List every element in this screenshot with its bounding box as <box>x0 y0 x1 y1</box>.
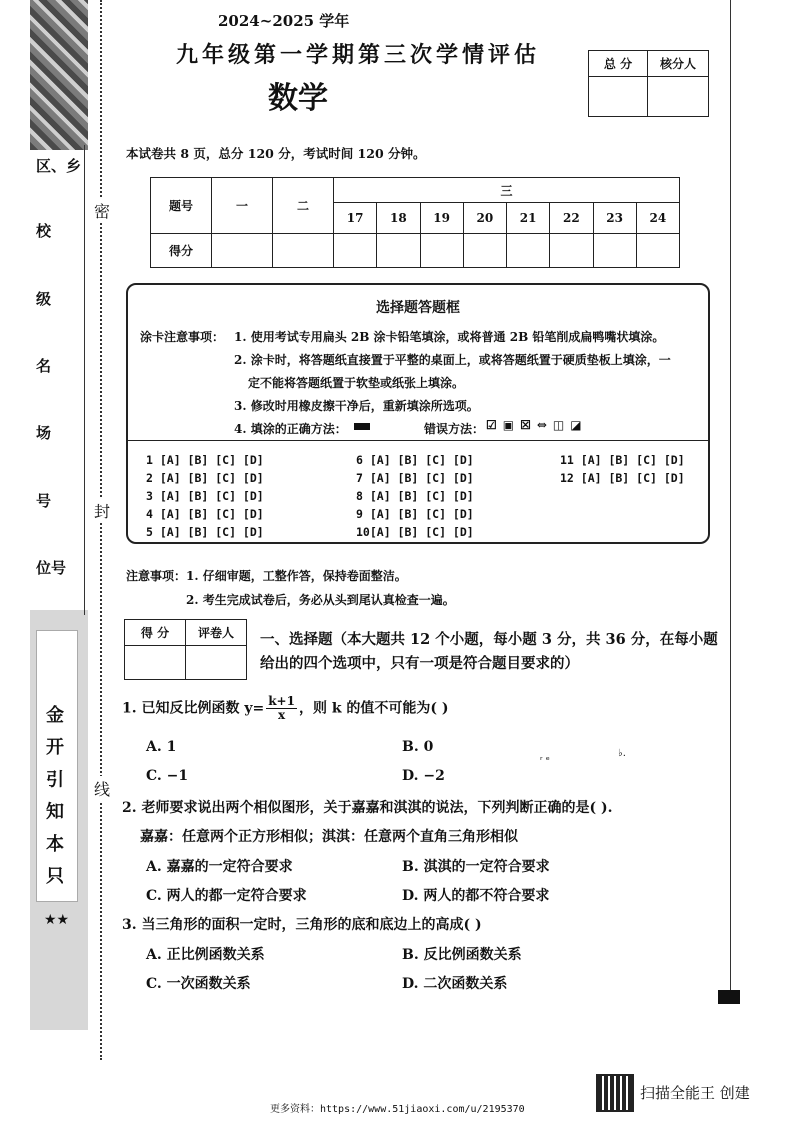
registration-mark <box>718 990 740 1004</box>
binding-rotated-text: 金 开 引 知 本 只 <box>43 705 64 889</box>
grade-header-label: 题号 <box>151 178 212 234</box>
answer-note-2: 2. 涂卡时，将答题纸直接置于平整的桌面上，或将答题纸置于硬质垫板上填涂，一 <box>234 353 671 367</box>
grade-score-cell[interactable] <box>507 234 550 268</box>
question-2-stem: 2. 老师要求说出两个相似图形，关于嘉嘉和淇淇的说法，下列判断正确的是( ). <box>122 800 613 816</box>
answer-note-3: 3. 修改时用橡皮擦干净后，重新填涂所选项。 <box>234 399 479 413</box>
grade-sub-24: 24 <box>636 203 679 234</box>
q3-option-c: C. 一次函数关系 <box>146 976 251 992</box>
wrong-method-label: 错误方法： <box>424 422 485 436</box>
choice-row-10[interactable]: 10[A] [B] [C] [D] <box>356 525 474 539</box>
grade-score-cell[interactable] <box>420 234 463 268</box>
q1-option-a: A. 1 <box>146 739 177 755</box>
filled-bubble-icon <box>354 423 370 430</box>
exam-info: 本试卷共 8 页，总分 120 分，考试时间 120 分钟。 <box>126 146 426 161</box>
grade-score-label: 得分 <box>151 234 212 268</box>
choice-row-8[interactable]: 8 [A] [B] [C] [D] <box>356 489 474 503</box>
answer-note-2b: 定不能将答题纸置于软垫或纸张上填涂。 <box>248 376 465 390</box>
footer-link[interactable]: 更多资料：https://www.51jiaoxi.com/u/2195370 <box>270 1104 525 1115</box>
side-word-mi: 密 <box>94 198 110 223</box>
answer-box-divider <box>128 440 708 441</box>
choice-row-12[interactable]: 12 [A] [B] [C] [D] <box>560 471 685 485</box>
grade-sub-19: 19 <box>420 203 463 234</box>
total-score-cell[interactable] <box>589 77 648 117</box>
choice-row-4[interactable]: 4 [A] [B] [C] [D] <box>146 507 264 521</box>
section-title: 一、选择题（本大题共 12 个小题，每小题 3 分，共 36 分，在每小题给出的四个选项中，只有一项是符合题目要求的） <box>260 631 718 672</box>
grade-score-cell[interactable] <box>273 234 334 268</box>
choice-row-7[interactable]: 7 [A] [B] [C] [D] <box>356 471 474 485</box>
grade-sub-17: 17 <box>334 203 377 234</box>
stars-icon: ★★ <box>44 912 70 928</box>
answer-note-1: 1. 使用考试专用扁头 2B 涂卡铅笔填涂，或将普通 2B 铅笔削成扁鸭嘴状填涂。 <box>234 330 665 344</box>
grade-table <box>150 177 680 268</box>
binding-label-room: 场 <box>36 424 52 442</box>
question-3-stem: 3. 当三角形的面积一定时，三角形的底和底边上的高成( ) <box>122 917 482 933</box>
total-score-table <box>588 50 709 117</box>
notes-line-2: 2. 考生完成试卷后，务必从头到尾认真检查一遍。 <box>186 593 455 607</box>
q1-option-b: B. 0 <box>402 739 434 755</box>
section-grader-header: 评卷人 <box>186 620 247 646</box>
grade-score-cell[interactable] <box>463 234 506 268</box>
scanner-watermark: 扫描全能王 创建 <box>640 1084 750 1102</box>
checker-header: 核分人 <box>648 51 709 77</box>
q1-suffix: ，则 k 的值不可能为( ) <box>298 700 449 717</box>
q1-option-d: D. −2 <box>402 768 445 784</box>
section-score-box <box>124 619 247 680</box>
right-margin-line <box>730 0 731 990</box>
choice-row-5[interactable]: 5 [A] [B] [C] [D] <box>146 525 264 539</box>
grade-score-cell[interactable] <box>636 234 679 268</box>
choice-row-11[interactable]: 11 [A] [B] [C] [D] <box>560 453 685 467</box>
question-2-line2: 嘉嘉：任意两个正方形相似；淇淇：任意两个直角三角形相似 <box>140 829 518 845</box>
answer-box <box>126 283 710 544</box>
binding-label-district: 区、乡 <box>36 157 82 175</box>
qr-code-icon <box>596 1074 634 1112</box>
grade-sub-18: 18 <box>377 203 420 234</box>
binding-line <box>84 145 85 615</box>
total-score-header: 总 分 <box>589 51 648 77</box>
choice-row-9[interactable]: 9 [A] [B] [C] [D] <box>356 507 474 521</box>
grade-sub-22: 22 <box>550 203 593 234</box>
q2-option-d: D. 两人的都不符合要求 <box>402 888 550 904</box>
answer-box-title: 选择题答题框 <box>376 300 460 316</box>
pencil-scribble: ᵣ ₑ <box>540 752 550 763</box>
q2-option-c: C. 两人的都一定符合要求 <box>146 888 307 904</box>
choice-row-1[interactable]: 1 [A] [B] [C] [D] <box>146 453 264 467</box>
answer-box-lead: 涂卡注意事项： <box>140 330 225 344</box>
grade-header-one: 一 <box>212 178 273 234</box>
school-year: 2024~2025 学年 <box>218 12 350 30</box>
section-score-header: 得 分 <box>125 620 186 646</box>
seal-dotted-line <box>100 0 102 1060</box>
side-word-xian: 线 <box>94 776 110 801</box>
grade-score-cell[interactable] <box>334 234 377 268</box>
exam-subject: 数学 <box>268 81 328 116</box>
q3-option-b: B. 反比例函数关系 <box>402 947 522 963</box>
binding-label-seat: 位号 <box>36 559 67 577</box>
grade-sub-20: 20 <box>463 203 506 234</box>
q3-option-a: A. 正比例函数关系 <box>146 947 265 963</box>
binding-label-number: 号 <box>36 492 52 510</box>
checker-cell[interactable] <box>648 77 709 117</box>
q1-option-c: C. −1 <box>146 768 189 784</box>
q1-prefix: 1. 已知反比例函数 y= <box>122 700 265 717</box>
pencil-scribble: ♭. <box>618 748 626 759</box>
wrong-methods-icon: ☑▣☒⇔◫◪ <box>486 418 588 432</box>
grade-score-cell[interactable] <box>377 234 420 268</box>
grade-sub-21: 21 <box>507 203 550 234</box>
q1-fraction <box>266 695 297 722</box>
side-word-feng: 封 <box>94 498 110 523</box>
grade-score-cell[interactable] <box>550 234 593 268</box>
choice-row-3[interactable]: 3 [A] [B] [C] [D] <box>146 489 264 503</box>
binding-label-name: 名 <box>36 357 52 375</box>
exam-title: 九年级第一学期第三次学情评估 <box>176 42 541 68</box>
choice-row-6[interactable]: 6 [A] [B] [C] [D] <box>356 453 474 467</box>
question-1-stem <box>122 695 449 722</box>
q2-option-b: B. 淇淇的一定符合要求 <box>402 859 550 875</box>
choice-row-2[interactable]: 2 [A] [B] [C] [D] <box>146 471 264 485</box>
binding-label-school: 校 <box>36 222 52 240</box>
answer-note-4: 4. 填涂的正确方法： <box>234 422 347 436</box>
notes-line-1: 注意事项：1. 仔细审题，工整作答，保持卷面整洁。 <box>126 569 407 583</box>
grade-score-cell[interactable] <box>593 234 636 268</box>
q3-option-d: D. 二次函数关系 <box>402 976 508 992</box>
q2-option-a: A. 嘉嘉的一定符合要求 <box>146 859 293 875</box>
q1-fraction-num: k+1 <box>268 694 295 708</box>
grade-header-three: 三 <box>334 178 680 203</box>
grade-header-two: 二 <box>273 178 334 234</box>
grade-score-cell[interactable] <box>212 234 273 268</box>
q1-fraction-den: x <box>278 708 286 722</box>
grade-sub-23: 23 <box>593 203 636 234</box>
section-score-cell[interactable] <box>125 646 186 680</box>
binding-strip-texture <box>30 0 88 150</box>
binding-label-class: 级 <box>36 290 52 308</box>
section-grader-cell[interactable] <box>186 646 247 680</box>
